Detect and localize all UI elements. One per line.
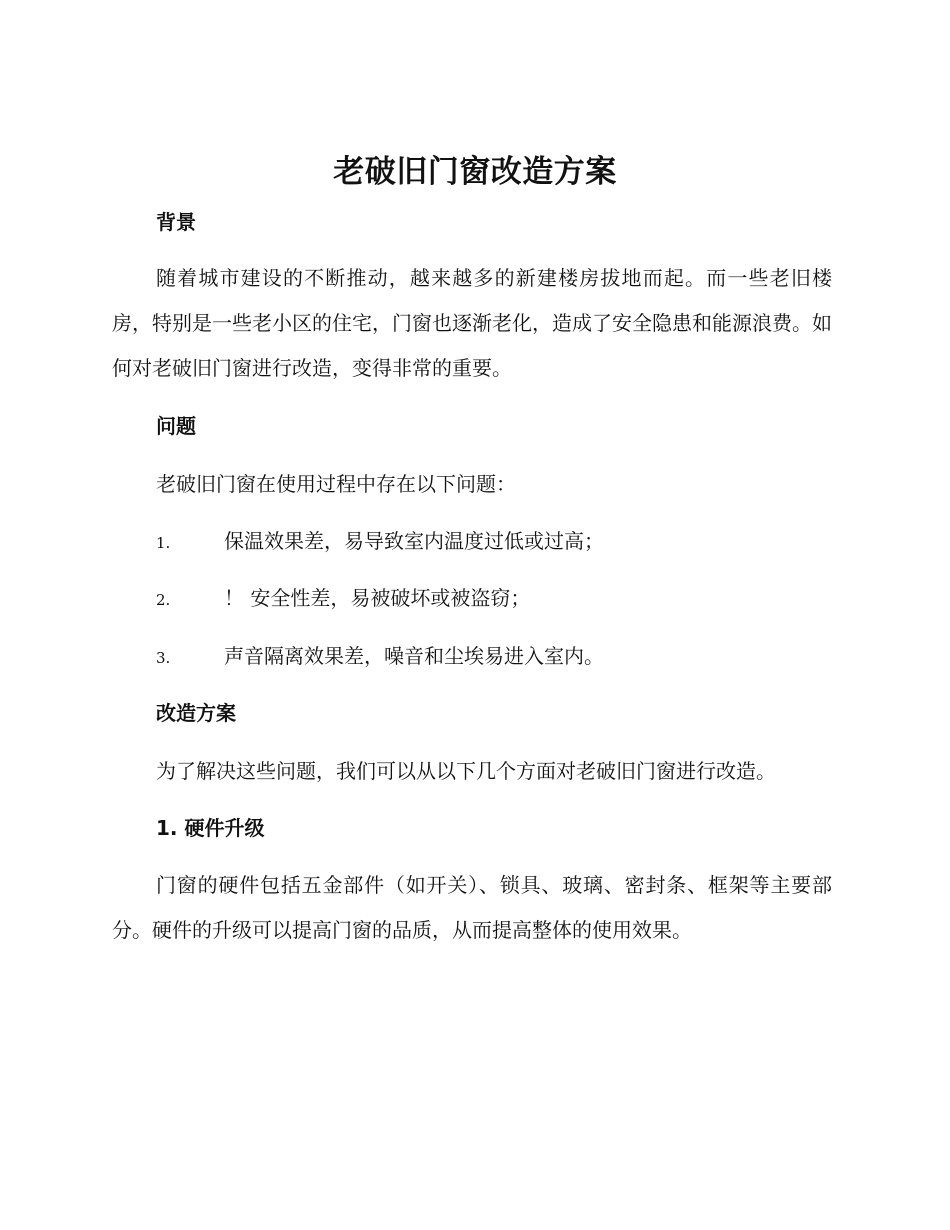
list-item-text: 声音隔离效果差，噪音和尘埃易进入室内。 [224, 644, 604, 668]
list-item-text: ！ 安全性差，易被破坏或被盗窃； [224, 586, 531, 610]
section-heading-background: 背景 [156, 210, 196, 234]
list-item-number: 2. [156, 591, 171, 609]
list-item [156, 642, 836, 670]
background-paragraph: 随着城市建设的不断推动，越来越多的新建楼房拔地而起。而一些老旧楼房，特别是一些老小区的住宅，门窗也逐渐老化，造成了安全隐患和能源浪费。如何对老破旧门窗进行改造，变得非常的重要。 [112, 266, 832, 380]
plan-intro: 为了解决这些问题，我们可以从以下几个方面对老破旧门窗进行改造。 [156, 759, 776, 783]
section-heading-hardware: 1. 硬件升级 [156, 816, 265, 840]
list-item-number: 3. [156, 649, 171, 667]
section-heading-plan: 改造方案 [156, 701, 236, 725]
problems-intro: 老破旧门窗在使用过程中存在以下问题： [156, 472, 516, 496]
document-title: 老破旧门窗改造方案 [333, 154, 617, 190]
hardware-paragraph: 门窗的硬件包括五金部件（如开关）、锁具、玻璃、密封条、框架等主要部分。硬件的升级可以提高门窗的品质，从而提高整体的使用效果。 [112, 873, 832, 942]
section-heading-problems: 问题 [156, 414, 196, 438]
list-item [156, 584, 836, 612]
list-item-text: 保温效果差，易导致室内温度过低或过高； [224, 529, 604, 553]
list-item-number: 1. [156, 534, 171, 552]
list-item [156, 527, 836, 555]
